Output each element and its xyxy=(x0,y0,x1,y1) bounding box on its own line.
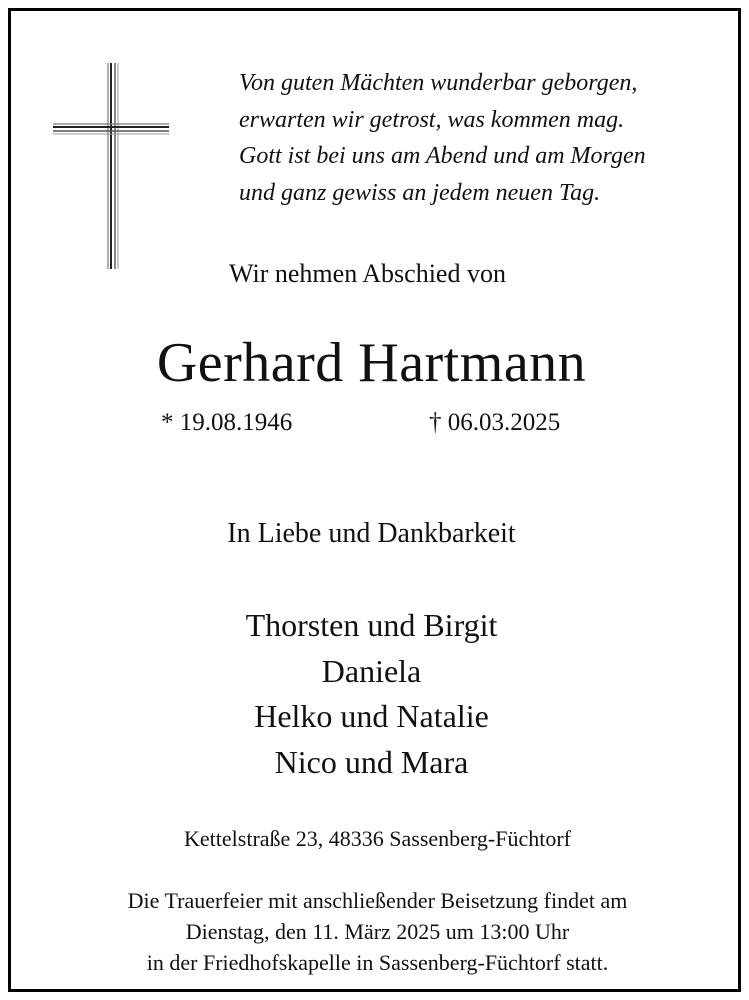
thanks-line: In Liebe und Dankbarkeit xyxy=(227,518,516,549)
family-list xyxy=(5,603,738,785)
address: Kettelstraße 23, 48336 Sassenberg-Füchtorf xyxy=(184,826,571,851)
poem xyxy=(239,65,739,211)
family-member: Helko und Natalie xyxy=(254,698,489,734)
farewell-heading: Wir nehmen Abschied von xyxy=(229,259,506,288)
family-member: Thorsten und Birgit xyxy=(245,607,498,643)
poem-line: Gott ist bei uns am Abend und am Morgen xyxy=(239,143,646,169)
service-line: Dienstag, den 11. März 2025 um 13:00 Uhr xyxy=(185,919,570,944)
death-date: † 06.03.2025 xyxy=(429,409,561,436)
family-member: Nico und Mara xyxy=(274,743,469,780)
deceased-name: Gerhard Hartmann xyxy=(156,332,587,394)
service-line: in der Friedhofskapelle in Sassenberg-Füchtorf statt. xyxy=(146,950,609,975)
birth-date: * 19.08.1946 xyxy=(161,409,293,436)
funeral-service-info xyxy=(11,885,744,978)
service-line: Die Trauerfeier mit anschließender Beisetzung findet am xyxy=(127,888,628,913)
obituary-notice xyxy=(8,8,741,992)
poem-line: und ganz gewiss an jedem neuen Tag. xyxy=(239,179,601,206)
cross-icon xyxy=(51,61,171,271)
poem-line: Von guten Mächten wunderbar geborgen, xyxy=(239,70,638,96)
poem-line: erwarten wir getrost, was kommen mag. xyxy=(239,106,625,133)
family-member: Daniela xyxy=(321,652,422,689)
